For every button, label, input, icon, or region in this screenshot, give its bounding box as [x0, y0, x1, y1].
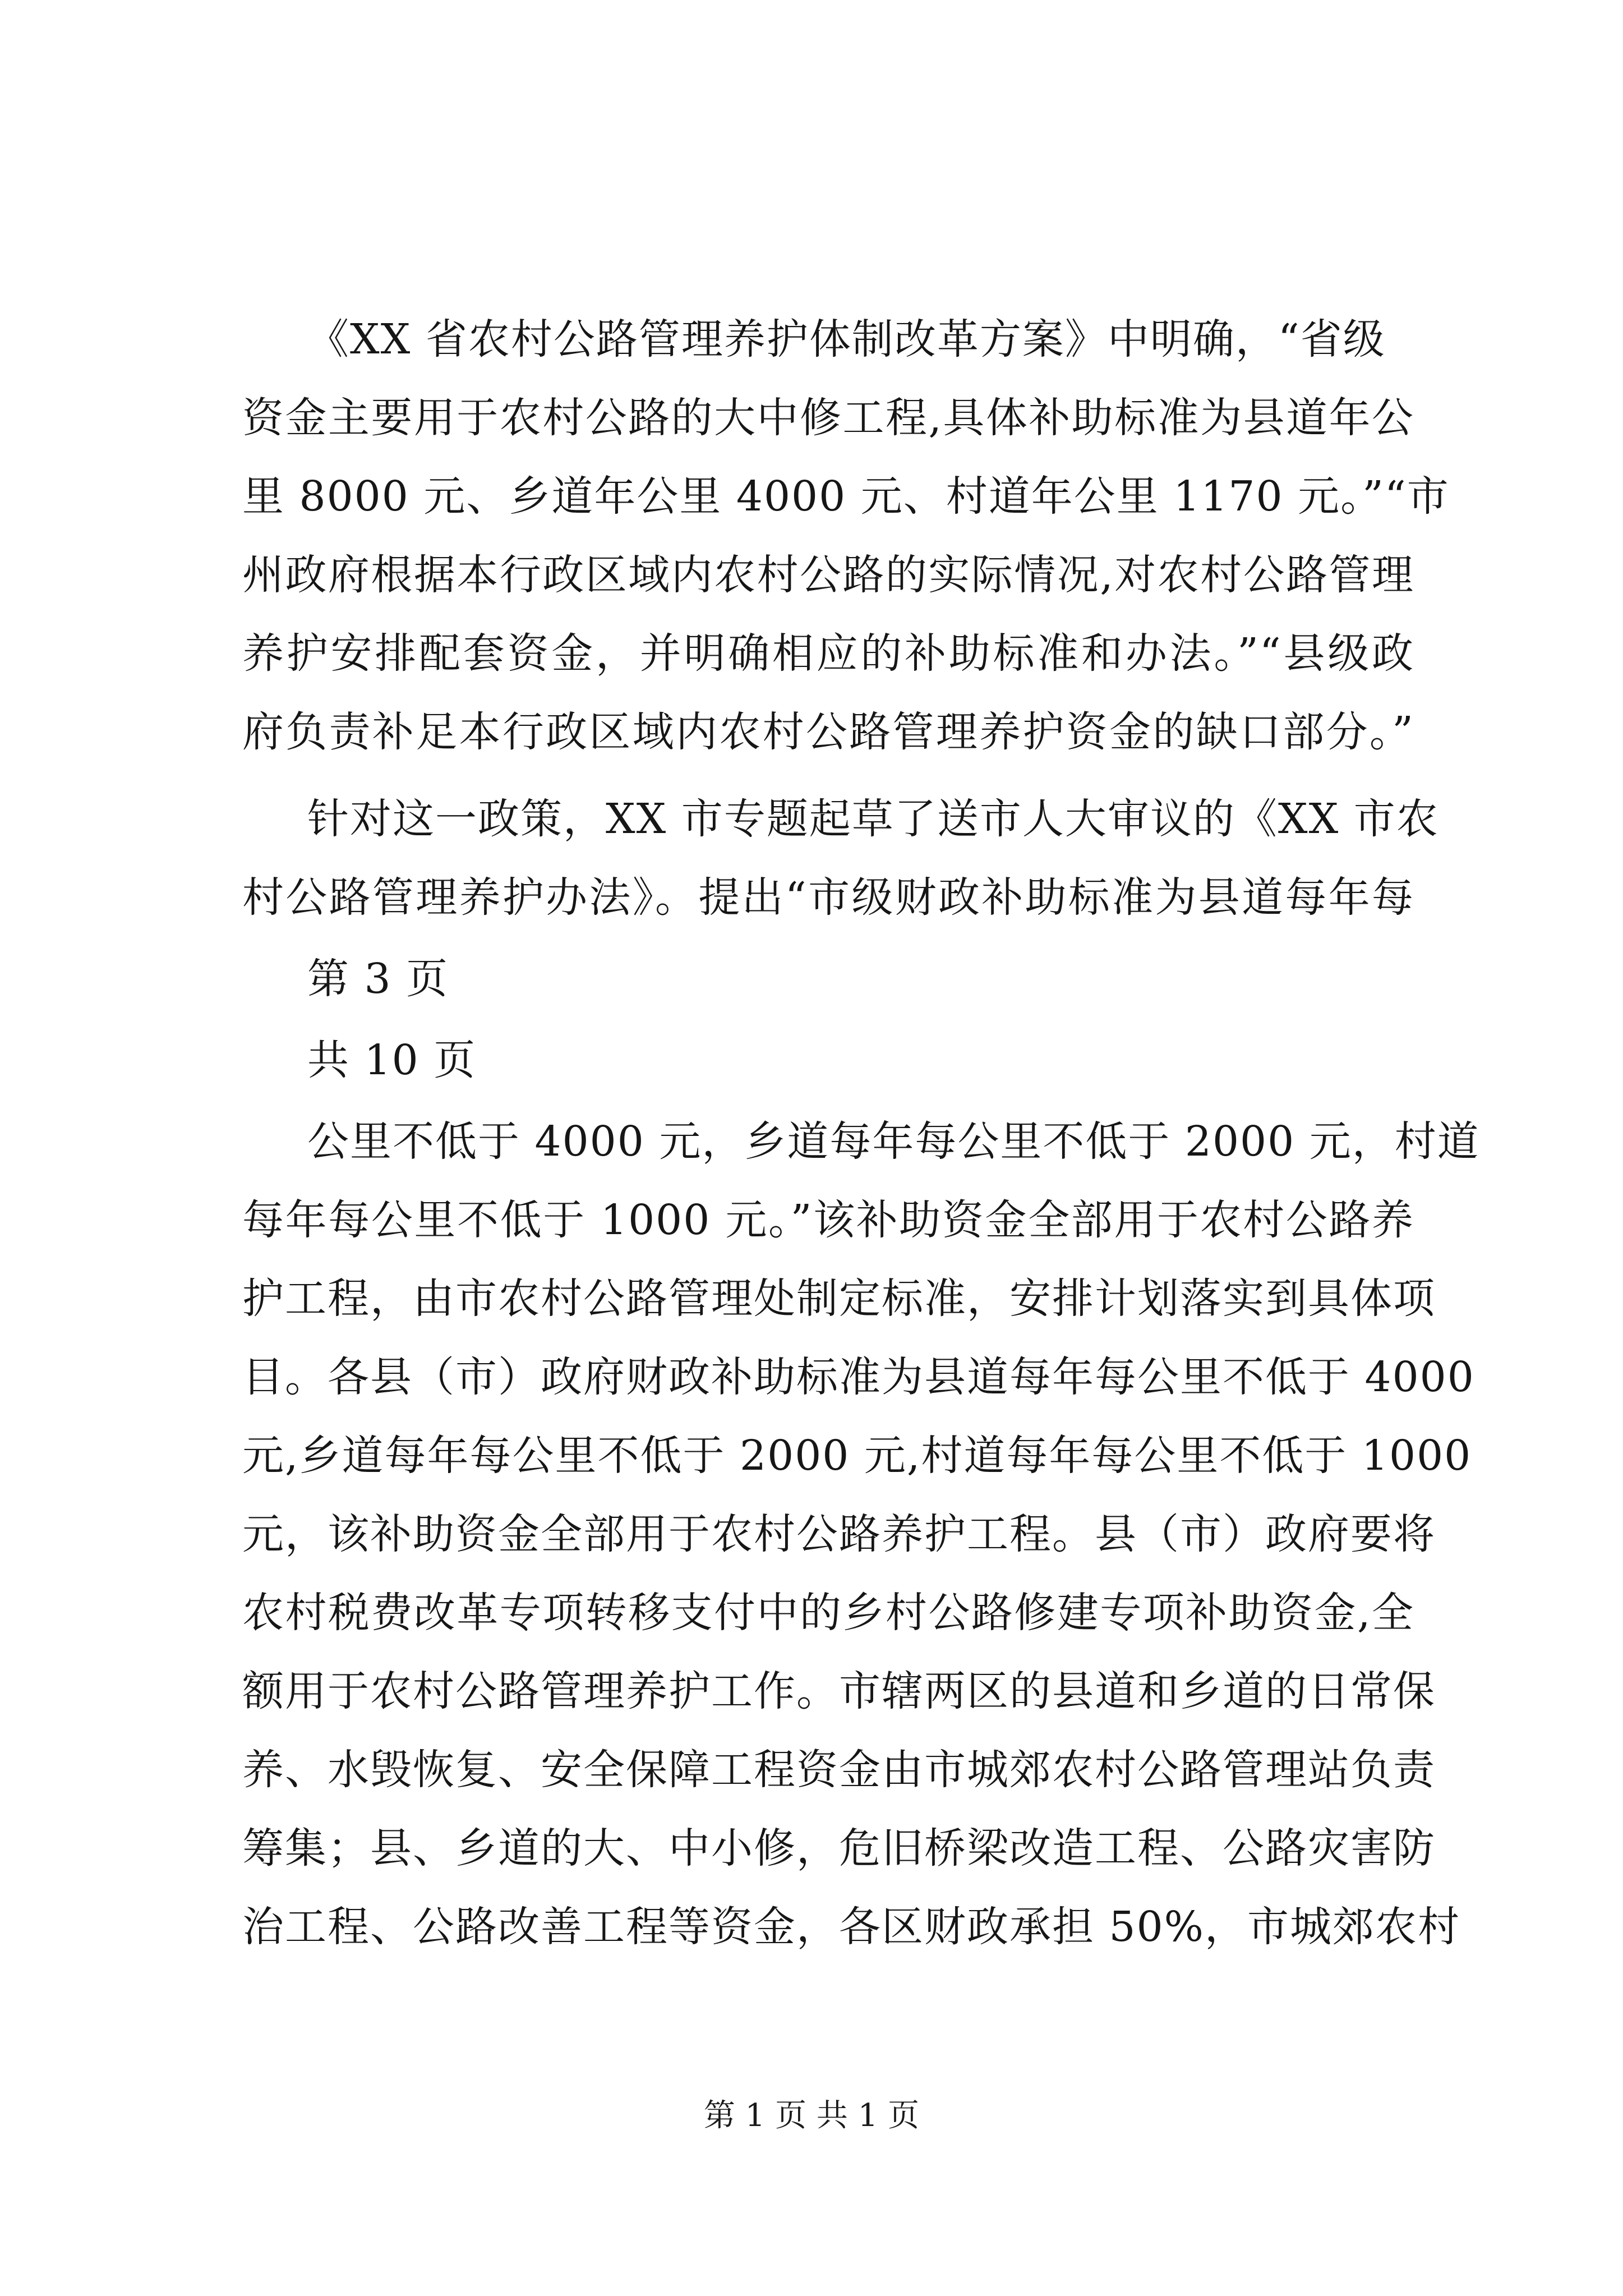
text-line: 养护安排配套资金，并明确相应的补助标准和办法。”“县级政: [242, 629, 1414, 678]
page-footer: 第 1 页 共 1 页: [703, 2097, 920, 2134]
text-line: 公里不低于 4000 元，乡道每年每公里不低于 2000 元，村道: [307, 1117, 1480, 1166]
text-line: 《XX 省农村公路管理养护体制改革方案》中明确，“省级: [307, 315, 1386, 364]
text-line: 治工程、公路改善工程等资金，各区财政承担 50%，市城郊农村: [242, 1903, 1460, 1951]
text-line: 府负责补足本行政区域内农村公路管理养护资金的缺口部分。”: [242, 708, 1414, 756]
text-line: 目。各县（市）政府财政补助标准为县道每年每公里不低于 4000: [242, 1353, 1475, 1401]
text-line: 额用于农村公路管理养护工作。市辖两区的县道和乡道的日常保: [242, 1667, 1436, 1715]
text-line: 元,乡道每年每公里不低于 2000 元,村道每年每公里不低于 1000: [242, 1432, 1472, 1480]
text-line: 筹集；县、乡道的大、中小修，危旧桥梁改造工程、公路灾害防: [242, 1824, 1436, 1872]
text-line: 针对这一政策，XX 市专题起草了送市人大审议的《XX 市农: [307, 795, 1439, 843]
page-marker: 第 3 页: [307, 955, 449, 1003]
text-line: 里 8000 元、乡道年公里 4000 元、村道年公里 1170 元。”“市: [242, 472, 1450, 521]
text-line: 州政府根据本行政区域内农村公路的实际情况,对农村公路管理: [242, 551, 1414, 599]
text-line: 元，该补助资金全部用于农村公路养护工程。县（市）政府要将: [242, 1510, 1436, 1558]
text-line: 农村税费改革专项转移支付中的乡村公路修建专项补助资金,全: [242, 1589, 1414, 1637]
text-line: 村公路管理养护办法》。提出“市级财政补助标准为县道每年每: [242, 873, 1414, 922]
text-line: 每年每公里不低于 1000 元。”该补助资金全部用于农村公路养: [242, 1196, 1414, 1244]
text-line: 资金主要用于农村公路的大中修工程,具体补助标准为县道年公: [242, 394, 1414, 442]
text-line: 护工程，由市农村公路管理处制定标准，安排计划落实到具体项: [242, 1274, 1436, 1323]
page-total-marker: 共 10 页: [307, 1036, 477, 1084]
text-line: 养、水毁恢复、安全保障工程资金由市城郊农村公路管理站负责: [242, 1746, 1436, 1794]
